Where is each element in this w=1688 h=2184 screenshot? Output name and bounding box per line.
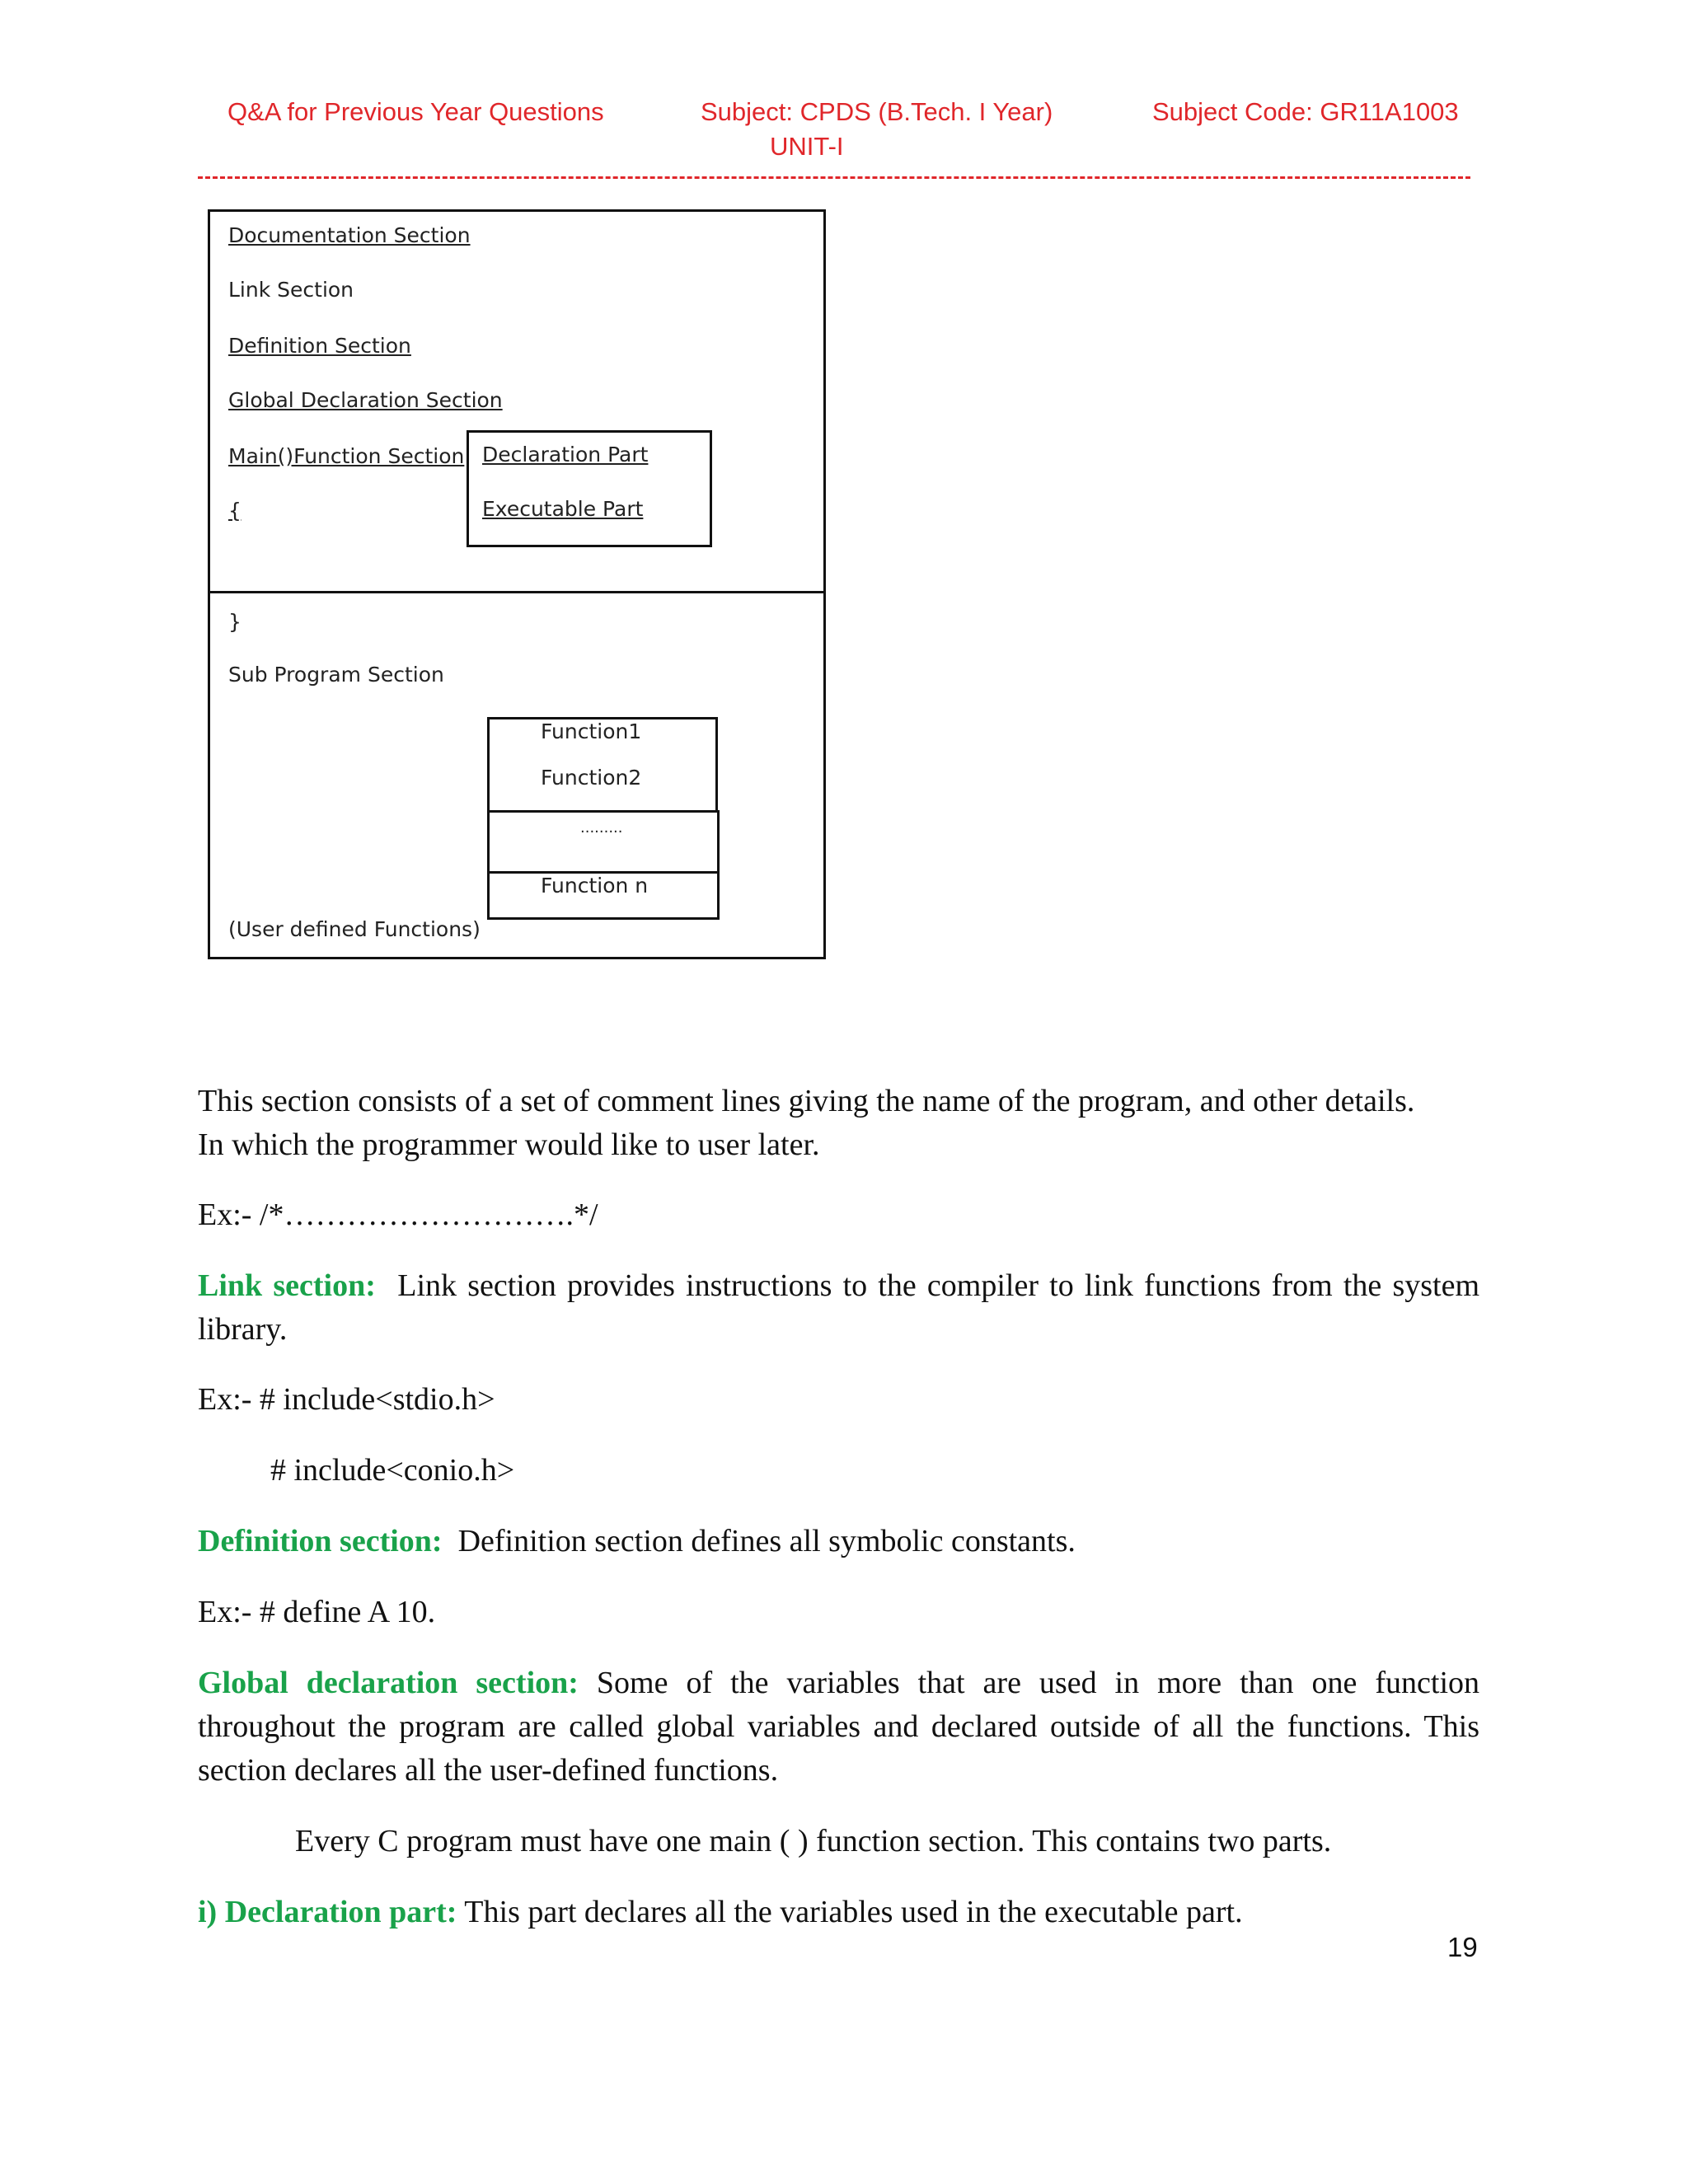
open-brace: { [228,499,241,523]
main-function-paragraph: Every C program must have one main ( ) function section. This contains two parts. [295,1824,1332,1858]
global-declaration-text: Some of the variables that are used in more than one function throughout the program are called global variables and declared outside of all the functions. This section declares all the user-defined functions. [198,1666,1479,1788]
header-subject: Subject: CPDS (B.Tech. I Year) [701,97,1053,126]
header-subject-code: Subject Code: GR11A1003 [1152,97,1459,126]
comment-example: Ex:- /*……………………….*/ [198,1197,598,1232]
function-n-label: Function n [541,874,649,898]
executable-part-label: Executable Part [482,497,644,521]
link-section-text: Link section provides instructions to the compiler to link functions from the system library. [198,1268,1479,1347]
c-program-structure-diagram [208,209,826,959]
header-divider [198,176,1470,179]
declaration-part-paragraph [198,1891,1479,1934]
functions-box-bottom [487,871,720,920]
global-declaration-section-label: Global Declaration Section [228,388,503,412]
declaration-part-label: Declaration Part [482,443,649,466]
sub-program-section-label: Sub Program Section [228,663,444,687]
diagram-divider [210,591,823,593]
main-function-section-label: Main()Function Section [228,444,465,468]
functions-box-top [487,717,718,813]
declaration-part-heading: i) Declaration part: [198,1895,457,1929]
include-example-1: Ex:- # include<stdio.h> [198,1382,495,1417]
link-section-paragraph [198,1264,1479,1352]
definition-section-paragraph [198,1520,1479,1563]
user-defined-functions-label: (User defined Functions) [228,917,481,941]
header-unit: UNIT-I [770,132,844,161]
close-brace: } [228,610,241,634]
intro-line-2: In which the programmer would like to user later. [198,1127,820,1162]
define-example: Ex:- # define A 10. [198,1595,436,1629]
ellipsis-dots: ......... [580,819,623,837]
declaration-part-text: This part declares all the variables used in the executable part. [464,1895,1243,1929]
page-number: 19 [1447,1932,1478,1962]
link-section-heading: Link section: [198,1268,376,1303]
definition-section-heading: Definition section: [198,1524,443,1558]
link-section-label: Link Section [228,278,354,302]
documentation-section-label: Documentation Section [228,223,471,247]
definition-section-text: Definition section defines all symbolic constants. [457,1524,1076,1558]
intro-line-1: This section consists of a set of comment lines giving the name of the program, and other details. [198,1084,1415,1118]
functions-box-middle [487,810,720,874]
global-declaration-paragraph [198,1661,1479,1793]
header-left-text: Q&A for Previous Year Questions [227,97,604,126]
global-declaration-heading: Global declaration section: [198,1666,579,1700]
definition-section-label: Definition Section [228,334,411,358]
include-example-2: # include<conio.h> [270,1453,515,1488]
main-parts-box [467,430,712,547]
function2-label: Function2 [541,766,642,790]
function1-label: Function1 [541,719,642,743]
